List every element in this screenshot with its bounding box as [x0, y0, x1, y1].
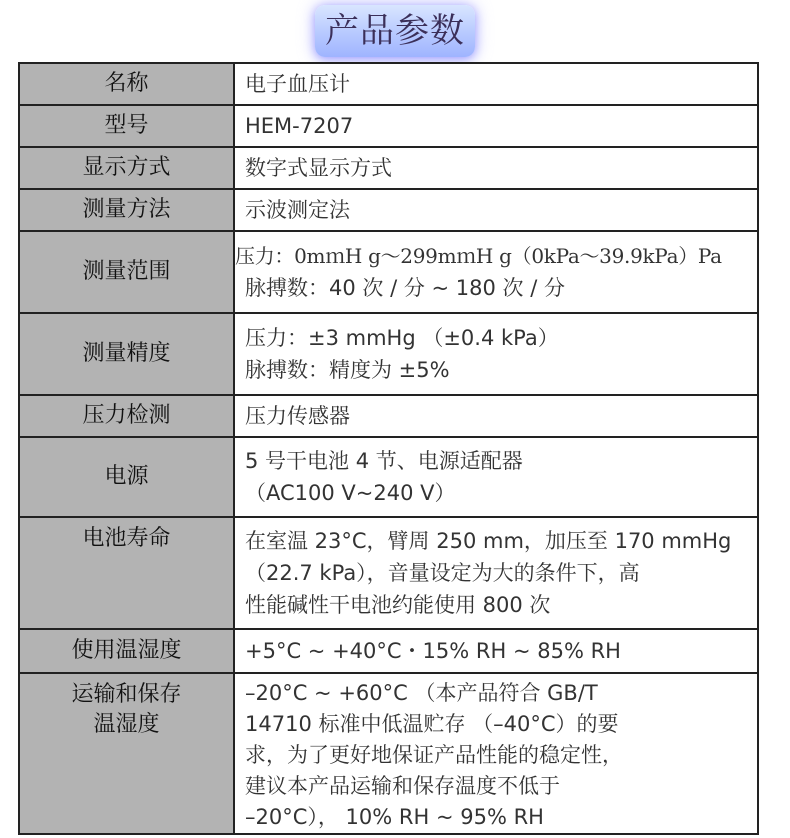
row-label-cell [19, 629, 234, 673]
row-value-line: 性能碱性干电池约能使用 800 次 [245, 593, 551, 617]
row-label-cell [19, 147, 234, 189]
row-value: 压力传感器 [245, 404, 350, 428]
title-banner [0, 0, 790, 62]
table-row [19, 63, 758, 105]
row-value-cell [234, 437, 758, 517]
row-label: 测量方法 [82, 197, 171, 222]
row-label: 型号 [104, 113, 149, 138]
row-value-line: （AC100 V~240 V） [245, 481, 456, 505]
table-row [19, 629, 758, 673]
row-value-line: （22.7 kPa），音量设定为大的条件下，高 [245, 561, 640, 585]
row-label-cell [19, 517, 234, 629]
row-label: 电源 [104, 464, 149, 489]
row-value-line: 在室温 23°C，臂周 250 mm，加压至 170 mmHg [245, 529, 732, 553]
row-value-line: 14710 标准中低温贮存 （–40°C）的要 [245, 712, 619, 736]
row-label-cell [19, 105, 234, 147]
row-label-line: 温湿度 [93, 712, 160, 737]
row-value-cell [234, 147, 758, 189]
row-value-line: 压力：0mｍH g～299mｍH g（0kPa～39.9kPa）Pa [235, 244, 722, 268]
row-value-cell [234, 105, 758, 147]
row-label-line: 运输和保存 [71, 682, 182, 707]
row-label-cell [19, 437, 234, 517]
row-label: 名称 [104, 71, 149, 96]
row-value-line: 建议本产品运输和保存温度不低于 [245, 774, 560, 798]
row-value-line: 脉搏数：精度为 ±5% [245, 358, 450, 382]
table-row [19, 313, 758, 395]
table-row [19, 437, 758, 517]
row-label-cell [19, 313, 234, 395]
row-value-cell [234, 231, 758, 313]
row-label: 使用温湿度 [71, 638, 182, 663]
row-label: 压力检测 [82, 403, 171, 428]
table-row [19, 105, 758, 147]
page-title: 产品参数 [315, 5, 475, 57]
row-value: 数字式显示方式 [245, 156, 392, 180]
row-value-line: 5 号干电池 4 节、电源适配器 [245, 449, 523, 473]
row-value-line: 求，为了更好地保证产品性能的稳定性， [245, 743, 623, 767]
row-value-cell [234, 63, 758, 105]
row-value: 示波测定法 [245, 198, 350, 222]
row-value-cell [234, 313, 758, 395]
table-row [19, 673, 758, 834]
row-label-cell [19, 395, 234, 437]
row-value-line: 压力：±3 mmHg （±0.4 kPa） [245, 326, 559, 350]
spec-table [18, 62, 759, 835]
row-value: HEM-7207 [245, 114, 354, 138]
row-value-cell [234, 395, 758, 437]
table-row [19, 517, 758, 629]
row-label-cell [19, 189, 234, 231]
row-value-cell [234, 189, 758, 231]
row-label-cell [19, 673, 234, 834]
row-value-line: 脉搏数：40 次 / 分 ~ 180 次 / 分 [245, 276, 565, 300]
row-label: 测量范围 [82, 259, 171, 284]
row-label-cell [19, 231, 234, 313]
row-label: 电池寿命 [82, 526, 171, 551]
row-value: +5°C ~ +40°C・15% RH ~ 85% RH [245, 639, 621, 663]
row-label: 测量精度 [82, 341, 171, 366]
table-row [19, 189, 758, 231]
row-value-cell [234, 517, 758, 629]
table-row [19, 395, 758, 437]
row-value-line: –20°C ~ +60°C （本产品符合 GB/T [245, 681, 598, 705]
row-label [71, 674, 181, 740]
row-label-cell [19, 63, 234, 105]
row-label: 显示方式 [82, 155, 171, 180]
table-row [19, 231, 758, 313]
row-value-line: –20°C）， 10% RH ~ 95% RH [245, 805, 544, 829]
table-row [19, 147, 758, 189]
row-value-cell [234, 673, 758, 834]
row-value: 电子血压计 [245, 72, 350, 96]
row-value-cell [234, 629, 758, 673]
